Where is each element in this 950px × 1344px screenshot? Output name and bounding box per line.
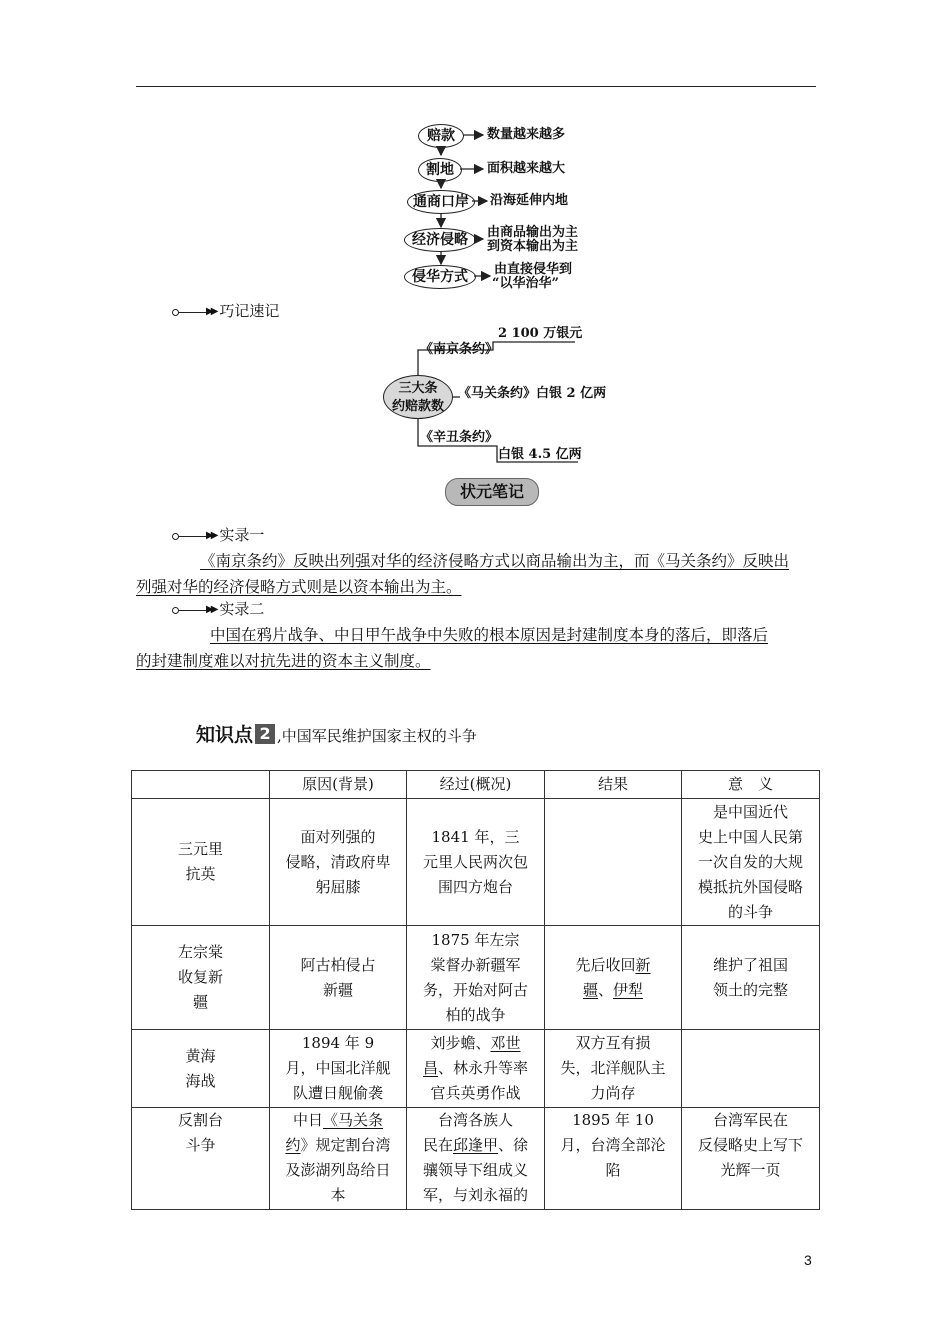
row4-name (132, 1108, 270, 1210)
node-jing-ji: 经济侵略 (404, 228, 476, 252)
row3-process-1a: 刘步蟾、 (430, 1034, 491, 1052)
node-tong-shang: 通商口岸 (407, 190, 475, 214)
row2-result-1b: 新 (635, 955, 651, 974)
row2-process-1: 1875 年左宗 (431, 930, 520, 949)
row1-name (132, 799, 270, 926)
row2-name (132, 926, 270, 1030)
row4-cause (270, 1108, 407, 1210)
row1-cause-1: 面对列强的 (300, 827, 376, 846)
shilu2-title: 实录二 (219, 600, 265, 618)
shilu1-title: 实录一 (219, 526, 265, 544)
section-qiaoji (172, 302, 279, 321)
zhuangyuan-badge: 状元笔记 (445, 478, 539, 506)
row3-process-1b: 邓世 (490, 1034, 521, 1052)
header-empty (132, 771, 270, 799)
row2-meaning-2: 领土的完整 (712, 980, 788, 999)
double-chevron-icon: ▶▶ (206, 530, 216, 541)
header-cause: 原因(背景) (270, 771, 407, 799)
shilu2-line2: 的封建制度难以对抗先进的资本主义制度。 (136, 652, 431, 670)
row4-process-2b: 邱逢甲 (452, 1136, 498, 1154)
row3-process (407, 1030, 545, 1108)
row3-name-2: 海战 (185, 1071, 216, 1090)
row2-process-2: 棠督办新疆军 (430, 955, 521, 974)
header-process: 经过(概况) (407, 771, 545, 799)
row3-process-3: 官兵英勇作战 (430, 1084, 521, 1102)
row3-cause-1: 1894 年 9 (301, 1034, 375, 1052)
row4-process-1: 台湾各族人 (437, 1111, 513, 1129)
table-row (132, 799, 820, 926)
node-tong-shang-desc: 沿海延伸内地 (490, 193, 569, 208)
header-result: 结果 (545, 771, 682, 799)
row1-process-2: 元里人民两次包 (422, 852, 528, 871)
row4-process-2a: 民在 (422, 1136, 453, 1154)
row1-name-1: 三元里 (177, 840, 223, 858)
double-chevron-icon: ▶▶ (206, 604, 216, 615)
section-qiaoji-label: 巧记速记 (219, 302, 280, 320)
shilu1-body (136, 548, 816, 600)
row2-cause (270, 926, 407, 1030)
node-pei-kuan-desc: 数量越来越多 (487, 127, 566, 142)
row1-cause-3: 躬屈膝 (315, 877, 361, 896)
row3-process-2a: 昌 (422, 1059, 438, 1077)
xinchou-amount: 白银 4.5 亿两 (498, 447, 582, 462)
row2-result-2b: 、 (597, 980, 613, 999)
row3-result (545, 1030, 682, 1108)
knowledge-point-heading: 知识点 2 ,中国军民维护国家主权的斗争 (196, 724, 477, 746)
row1-cause (270, 799, 407, 926)
row1-cause-2: 侵略，清政府卑 (285, 852, 391, 871)
row2-result (545, 926, 682, 1030)
row3-name (132, 1030, 270, 1108)
table-row (132, 1108, 820, 1210)
node-jing-ji-desc-2: 到资本输出为主 (487, 239, 579, 254)
row3-cause-2: 月，中国北洋舰 (285, 1059, 391, 1077)
row1-process (407, 799, 545, 926)
node-qin-hua: 侵华方式 (404, 265, 476, 289)
node-qin-hua-desc-2: “以华治华” (492, 276, 559, 291)
row2-result-2c: 伊犁 (613, 980, 644, 999)
center-line-2: 约赔款数 (391, 399, 444, 414)
row1-meaning-4: 模抵抗外国侵略 (697, 877, 803, 896)
page-number: 3 (804, 1252, 812, 1268)
row2-cause-1: 阿古柏侵占 (300, 955, 376, 974)
row4-meaning-1: 台湾军民在 (712, 1111, 788, 1129)
knowledge-point-title: 中国军民维护国家主权的斗争 (281, 727, 477, 745)
row4-result-1: 1895 年 10 (572, 1111, 654, 1129)
row1-process-3: 围四方炮台 (437, 877, 513, 896)
row4-process-2c: 、徐 (498, 1136, 529, 1154)
row4-process-4: 军，与刘永福的 (422, 1186, 528, 1204)
table-row (132, 1030, 820, 1108)
row2-meaning (682, 926, 820, 1030)
row4-meaning-3: 光辉一页 (720, 1161, 781, 1179)
table-row (132, 926, 820, 1030)
shilu2-line1: 中国在鸦片战争、中日甲午战争中失败的根本原因是封建制度本身的落后，即落后 (210, 626, 769, 644)
shilu2-body (136, 622, 816, 674)
shilu1-heading (172, 526, 264, 545)
double-chevron-icon: ▶▶ (206, 306, 216, 317)
row4-cause-3: 及澎湖列岛给日 (285, 1161, 391, 1179)
row2-process-4: 柏的战争 (445, 1005, 506, 1024)
row1-meaning-2: 史上中国人民第 (697, 827, 803, 846)
row2-cause-2: 新疆 (322, 980, 353, 999)
shilu1-line1: 《南京条约》反映出列强对华的经济侵略方式以商品输出为主，而《马关条约》反映出 (200, 552, 790, 570)
row1-meaning-5: 的斗争 (727, 902, 773, 921)
row4-name-2: 斗争 (185, 1136, 216, 1154)
row4-process-3: 骧领导下组成义 (422, 1161, 528, 1179)
row2-process-3: 务，开始对阿古 (422, 980, 528, 999)
row3-cause (270, 1030, 407, 1108)
row4-name-1: 反割台 (177, 1111, 223, 1129)
node-ge-di-desc: 面积越来越大 (487, 161, 566, 176)
row4-process (407, 1108, 545, 1210)
row4-cause-1a: 中日 (292, 1111, 323, 1129)
shilu1-line2: 列强对华的经济侵略方式则是以资本输出为主。 (136, 578, 462, 596)
row3-process-2b: 、林永升等率 (438, 1059, 529, 1077)
row4-result-2: 月，台湾全部沦 (560, 1136, 666, 1154)
row1-meaning (682, 799, 820, 926)
row4-result (545, 1108, 682, 1210)
row3-cause-3: 队遭日舰偷袭 (292, 1084, 383, 1102)
row4-cause-2b: 》规定割台湾 (300, 1136, 391, 1154)
row2-meaning-1: 维护了祖国 (712, 955, 788, 974)
row4-result-3: 陷 (605, 1161, 621, 1179)
xinchou-treaty: 《辛丑条约》 (420, 430, 499, 445)
row1-meaning-1: 是中国近代 (712, 802, 788, 821)
center-line-1: 三大条 (398, 381, 438, 396)
row3-result-1: 双方互有损 (575, 1034, 651, 1052)
node-pei-kuan: 赔款 (418, 124, 464, 148)
row2-process (407, 926, 545, 1030)
row4-cause-1b: 《马关条 (323, 1111, 384, 1129)
node-qin-hua-desc-1: 由直接侵华到 (494, 262, 573, 277)
node-ge-di: 割地 (418, 158, 462, 182)
maguan-treaty-amount: 《马关条约》白银 2 亿两 (458, 386, 607, 401)
row4-meaning-2: 反侵略史上写下 (697, 1136, 803, 1154)
row3-result-3: 力尚存 (590, 1084, 636, 1102)
row2-result-2a: 疆 (582, 980, 598, 999)
table-header-row (132, 771, 820, 799)
row1-name-2: 抗英 (185, 865, 216, 883)
nanjing-treaty: 《南京条约》 (420, 342, 499, 357)
row2-name-2: 收复新 (177, 968, 223, 986)
header-meaning: 意 义 (682, 771, 820, 799)
diagram2-center-node (383, 375, 453, 419)
row1-process-1: 1841 年，三 (431, 827, 520, 846)
row2-result-1a: 先后收回 (575, 955, 636, 974)
row3-result-2: 失，北洋舰队主 (560, 1059, 666, 1077)
row1-result (545, 799, 682, 926)
row2-name-1: 左宗棠 (177, 943, 223, 961)
knowledge-point-label: 知识点 (196, 724, 254, 746)
row4-cause-2a: 约 (285, 1136, 301, 1154)
row4-meaning (682, 1108, 820, 1210)
row1-meaning-3: 一次自发的大规 (697, 852, 803, 871)
node-jing-ji-desc-1: 由商品输出为主 (487, 225, 579, 240)
shilu2-heading (172, 600, 264, 619)
nanjing-amount: 2 100 万银元 (498, 326, 583, 341)
row3-meaning (682, 1030, 820, 1108)
row3-name-1: 黄海 (185, 1046, 216, 1065)
row2-name-3: 疆 (192, 993, 208, 1011)
knowledge-point-number: 2 (255, 724, 275, 744)
struggle-table (131, 770, 820, 1210)
row4-cause-4: 本 (330, 1186, 346, 1204)
